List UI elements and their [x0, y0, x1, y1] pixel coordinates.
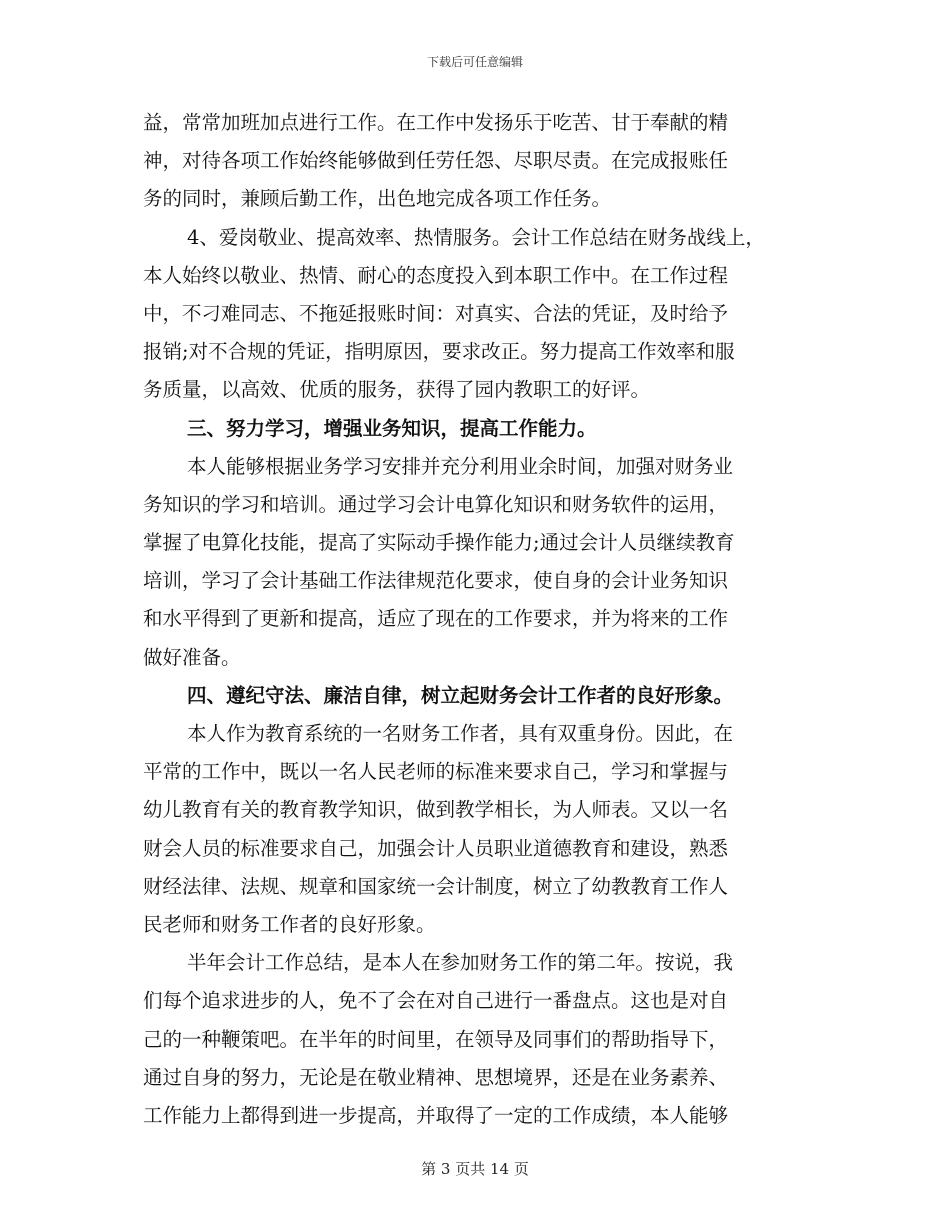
text-line: 培训，学习了会计基础工作法律规范化要求，使自身的会计业务知识 [143, 569, 729, 593]
text-line: 己的一种鞭策吧。在半年的时间里，在领导及同事们的帮助指导下， [143, 1027, 729, 1051]
text-line: 们每个追求进步的人，免不了会在对自己进行一番盘点。这也是对自 [143, 989, 729, 1013]
text-line: 幼儿教育有关的教育教学知识，做到教学相长，为人师表。又以一名 [143, 798, 729, 822]
text-line: 本人作为教育系统的一名财务工作者，具有双重身份。因此，在 [187, 722, 734, 745]
text-line: 本人始终以敬业、热情、耐心的态度投入到本职工作中。在工作过程 [143, 263, 729, 287]
text-line: 平常的工作中，既以一名人民老师的标准来要求自己，学习和掌握与 [143, 760, 729, 784]
text-line: 务的同时，兼顾后勤工作，出色地完成各项工作任务。 [143, 187, 612, 211]
text-line: 财会人员的标准要求自己，加强会计人员职业道德教育和建设，熟悉 [143, 836, 729, 860]
text-line: 4、爱岗敬业、提高效率、热情服务。会计工作总结在财务战线上， [187, 225, 765, 249]
text-line: 和水平得到了更新和提高，适应了现在的工作要求，并为将来的工作 [143, 607, 729, 631]
text-line: 通过自身的努力，无论是在敬业精神、思想境界，还是在业务素养、 [143, 1065, 729, 1089]
text-line: 神，对待各项工作始终能够做到任劳任怨、尽职尽责。在完成报账任 [143, 149, 729, 173]
text-line: 做好准备。 [143, 645, 241, 669]
page-header: 下载后可任意编辑 [426, 55, 523, 69]
text-line: 中，不刁难同志、不拖延报账时间：对真实、合法的凭证，及时给予 [143, 301, 729, 325]
text-line: 务质量，以高效、优质的服务，获得了园内教职工的好评。 [143, 378, 651, 402]
text-line: 本人能够根据业务学习安排并充分利用业余时间，加强对财务业 [187, 454, 734, 478]
page-footer: 第 3 页共 14 页 [421, 1160, 529, 1178]
text-line: 报销;对不合规的凭证，指明原因，要求改正。努力提高工作效率和服 [143, 340, 735, 364]
document-body [143, 104, 815, 1135]
text-line: 财经法律、法规、规章和国家统一会计制度，树立了幼教教育工作人 [143, 874, 729, 898]
text-line: 民老师和财务工作者的良好形象。 [143, 912, 436, 936]
section-heading: 三、努力学习，增强业务知识，提高工作能力。 [187, 416, 597, 440]
section-heading: 四、遵纪守法、廉洁自律，树立起财务会计工作者的良好形象。 [187, 683, 734, 707]
text-line: 益，常常加班加点进行工作。在工作中发扬乐于吃苦、甘于奉献的精 [143, 111, 729, 134]
text-line: 工作能力上都得到进一步提高，并取得了一定的工作成绩，本人能够 [143, 1103, 729, 1127]
text-line: 半年会计工作总结，是本人在参加财务工作的第二年。按说，我 [187, 951, 734, 975]
text-line: 务知识的学习和培训。通过学习会计电算化知识和财务软件的运用， [143, 492, 729, 516]
text-line: 掌握了电算化技能，提高了实际动手操作能力;通过会计人员继续教育 [143, 531, 735, 555]
